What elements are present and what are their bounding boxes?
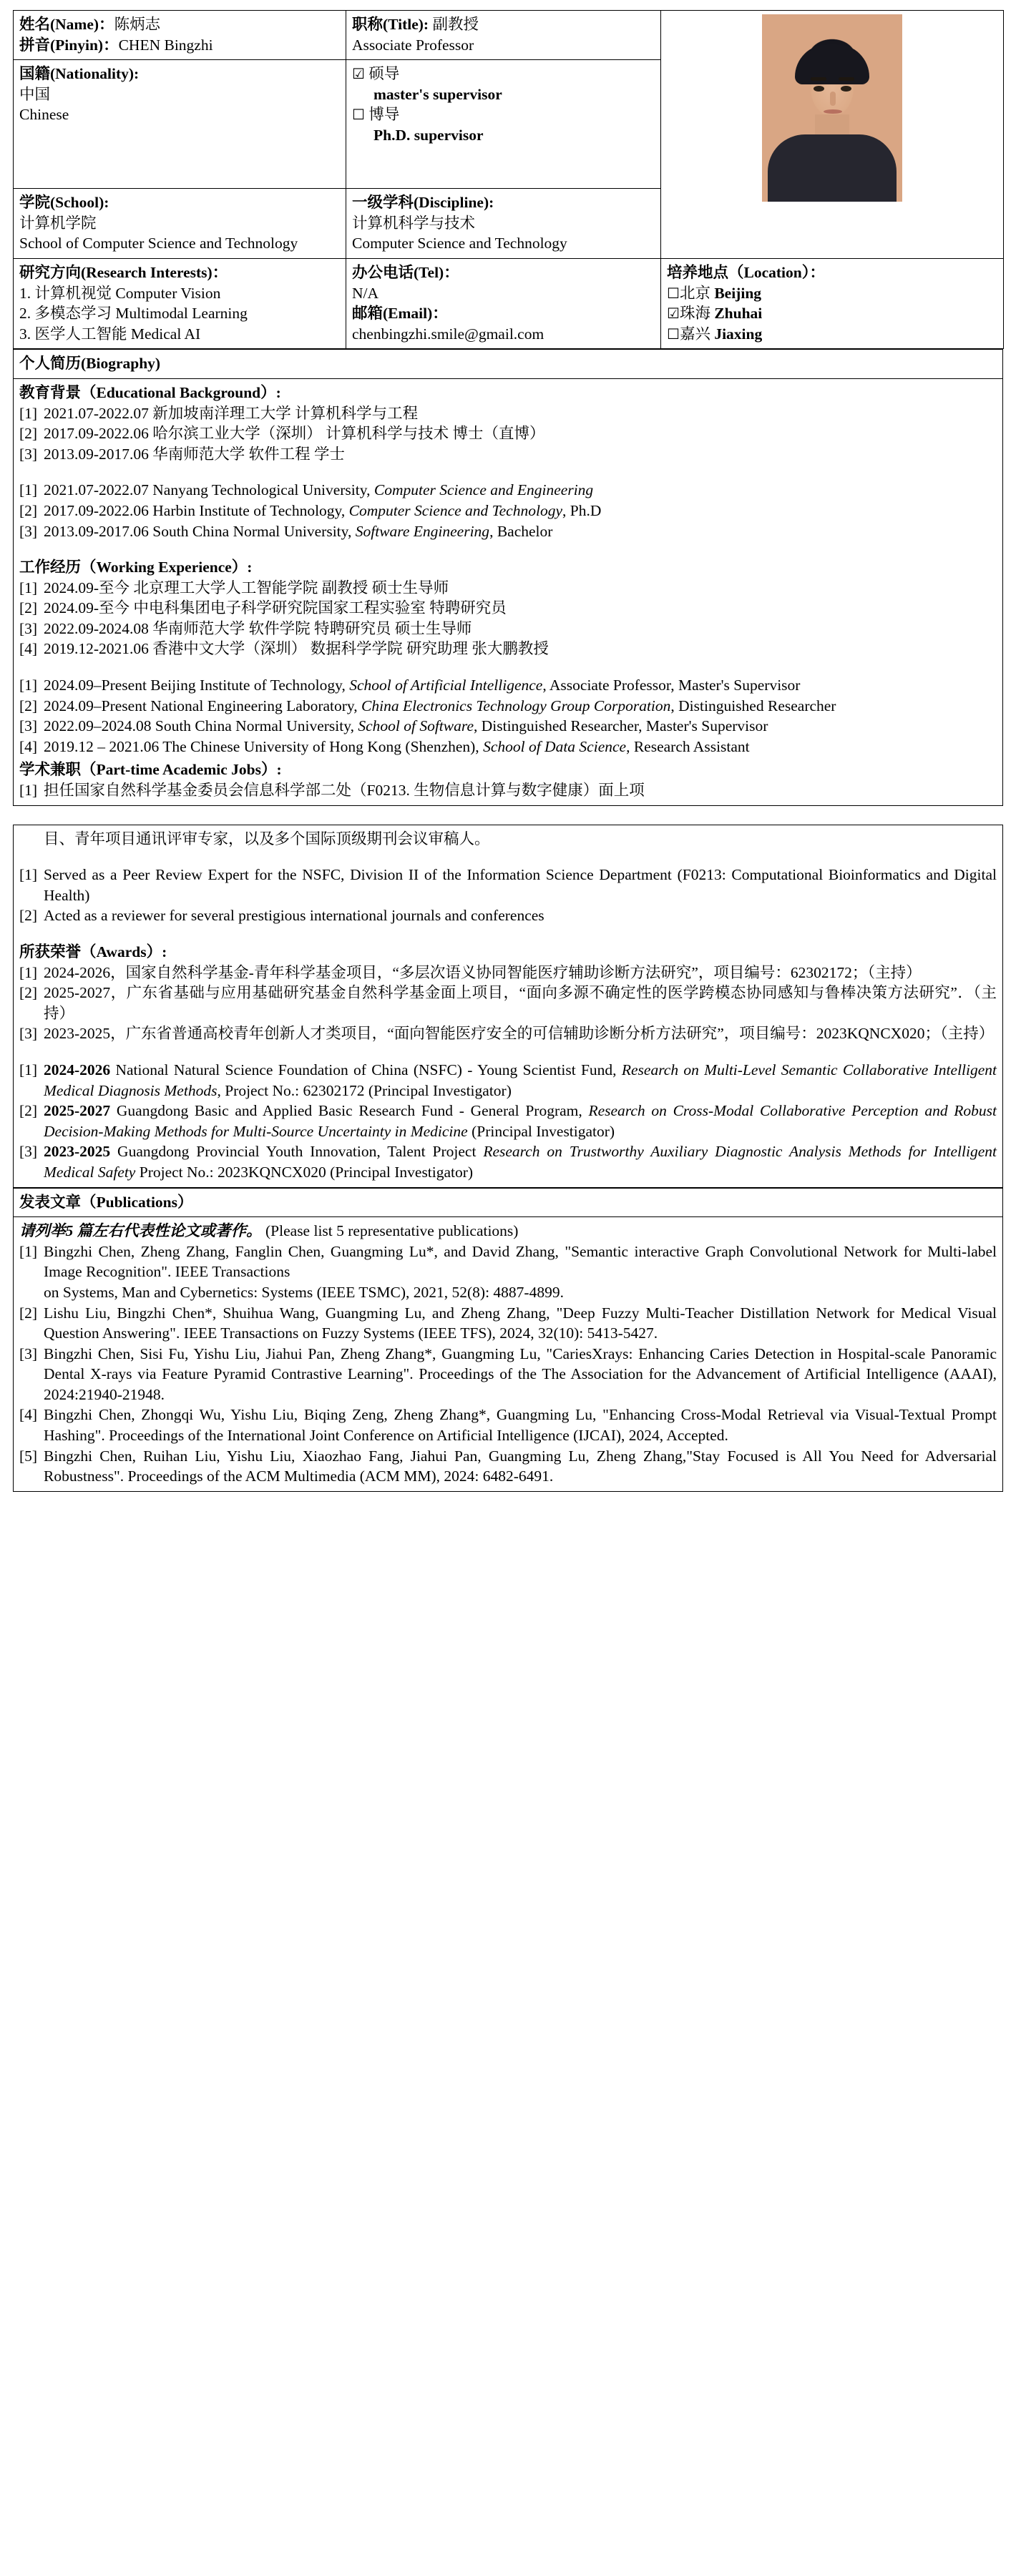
item-text-pre: National Natural Science Foundation of China (NSFC) - Young Scientist Fund,	[110, 1061, 622, 1078]
item-number: [1]	[19, 481, 38, 499]
work-item-cn	[19, 639, 997, 659]
item-text-post: (Principal Investigator)	[467, 1122, 615, 1140]
item-number: [3]	[19, 1025, 38, 1043]
school-value-cn: 计算机学院	[19, 214, 97, 232]
item-text-em: School of Software	[358, 717, 474, 735]
item-text-pre: 2022.09–2024.08 South China Normal University,	[44, 717, 358, 735]
publications-instruction	[19, 1221, 997, 1242]
item-number: [2]	[19, 907, 38, 925]
publications-section-title: 发表文章（Publications）	[14, 1188, 1003, 1217]
item-text-em: Computer Science and Engineering	[373, 481, 594, 499]
title-value-en: Associate Professor	[352, 36, 474, 54]
tel-value: N/A	[352, 284, 379, 302]
work-item-en	[19, 737, 997, 757]
education-item-cn	[19, 403, 997, 424]
discipline-value-cn: 计算机科学与技术	[352, 214, 476, 232]
item-number: [1]	[19, 404, 38, 422]
item-text: 2022.09-2024.08 华南师范大学 软件学院 特聘研究员 硕士生导师	[44, 619, 472, 637]
item-text-em: Software Engineering	[355, 522, 490, 540]
pinyin-value: CHEN Bingzhi	[118, 36, 213, 54]
item-years: 2025-2027	[44, 1102, 111, 1120]
table-row-name	[14, 11, 1004, 60]
spacer	[19, 464, 997, 480]
biography-section-title: 个人简历(Biography)	[14, 350, 1003, 379]
cell-title	[346, 11, 661, 60]
education-item-cn	[19, 444, 997, 465]
item-text: Bingzhi Chen, Zhongqi Wu, Yishu Liu, Biqing Zeng, Zheng Zhang*, Guangming Lu, "Enhancing Cross-Modal Retrieval via Visual-Textual Prompt Hashing". Proceedings of the International Joint Conference on Artificial Intelligence (IJCAI), 2024, Accepted.	[44, 1406, 997, 1445]
phd-supervisor-checkbox[interactable]: ☐	[352, 106, 365, 124]
awards-table	[13, 825, 1003, 1188]
spacer	[19, 659, 997, 675]
email-value[interactable]: chenbingzhi.smile@gmail.com	[352, 325, 544, 343]
item-text-pre: 2017.09-2022.06 Harbin Institute of Technology,	[44, 501, 349, 519]
item-number: [2]	[19, 984, 38, 1002]
publication-item	[19, 1303, 997, 1344]
item-number: [1]	[19, 963, 38, 981]
tel-label: 办公电话(Tel)：	[352, 263, 459, 281]
location-zhuhai-cn: 珠海	[679, 305, 710, 323]
research-interest-item: 3. 医学人工智能 Medical AI	[19, 325, 201, 343]
item-number: [2]	[19, 599, 38, 617]
photo-mouth	[824, 109, 842, 114]
item-years: 2023-2025	[44, 1143, 111, 1161]
awards-title: 所获荣誉（Awards）:	[19, 943, 167, 960]
item-number: [2]	[19, 697, 38, 714]
item-number: [3]	[19, 619, 38, 637]
item-text-em: Research on Trustworthy Auxiliary Diagnostic Analysis Methods for Intelligent Medical Safety	[44, 1143, 997, 1181]
portrait-photo	[762, 14, 902, 202]
location-jiaxing-en: Jiaxing	[714, 325, 763, 343]
item-number: [1]	[19, 1242, 38, 1260]
nationality-value-en: Chinese	[19, 106, 69, 124]
academic-job-item-en	[19, 905, 997, 926]
item-number: [3]	[19, 1344, 38, 1362]
item-text-em: Research on Cross-Modal Collaborative Perception and Robust Decision-Making Methods for Multi-Source Uncertainty in Medicine	[44, 1102, 997, 1140]
item-text: Served as a Peer Review Expert for the NSFC, Division II of the Information Science Department (F0213: Computational Bioinformatics and Digital Health)	[44, 866, 997, 904]
awards-body	[14, 825, 1003, 1187]
publications-section-header-row	[14, 1188, 1003, 1217]
publications-instruction-en: (Please list 5 representative publications)	[265, 1222, 519, 1240]
master-supervisor-checkbox[interactable]: ☑	[352, 65, 365, 83]
discipline-label: 一级学科(Discipline):	[352, 194, 494, 212]
award-item-en	[19, 1060, 997, 1101]
item-text: 担任国家自然科学基金委员会信息科学部二处（F0213. 生物信息计算与数字健康）面上项	[44, 782, 645, 800]
item-number: [3]	[19, 717, 38, 735]
biography-table	[13, 349, 1003, 805]
work-item-en	[19, 696, 997, 717]
academic-jobs-title: 学术兼职（Part-time Academic Jobs）:	[19, 761, 282, 779]
item-text-em: School of Artificial Intelligence	[349, 677, 543, 694]
cell-contact	[346, 258, 661, 348]
spacer	[19, 1044, 997, 1060]
item-text-pre: 2021.07-2022.07 Nanyang Technological University,	[44, 481, 374, 499]
cell-name	[14, 11, 346, 60]
award-item-en	[19, 1101, 997, 1141]
biography-body	[14, 378, 1003, 805]
location-zhuhai-en: Zhuhai	[714, 305, 763, 323]
school-value-en: School of Computer Science and Technology	[19, 235, 298, 252]
cell-school	[14, 189, 346, 259]
item-text: 2024-2026，国家自然科学基金-青年科学基金项目，“多层次语义协同智能医疗辅助诊断方法研究”，项目编号：62302172；（主持）	[44, 963, 922, 981]
item-number: [1]	[19, 866, 38, 884]
item-number: [2]	[19, 501, 38, 519]
research-interests-label: 研究方向(Research Interests)：	[19, 263, 228, 281]
item-text: 2021.07-2022.07 新加坡南洋理工大学 计算机科学与工程	[44, 404, 419, 422]
item-text-pre: Guangdong Provincial Youth Innovation, Talent Project	[110, 1143, 484, 1161]
publications-body-row	[14, 1217, 1003, 1492]
item-number: [3]	[19, 445, 38, 463]
master-supervisor-label-cn: 硕导	[368, 65, 400, 83]
item-text-post: , Distinguished Researcher	[670, 697, 836, 714]
spacer	[19, 849, 997, 865]
nationality-label: 国籍(Nationality):	[19, 65, 140, 83]
item-text-em: School of Data Science	[483, 737, 627, 755]
master-supervisor-label-en: master's supervisor	[373, 85, 502, 103]
item-text-post: , Distinguished Researcher, Master's Supervisor	[473, 717, 768, 735]
research-interest-item: 1. 计算机视觉 Computer Vision	[19, 284, 221, 302]
name-label: 姓名(Name)：	[19, 16, 114, 33]
publication-item-continuation: on Systems, Man and Cybernetics: Systems (IEEE TSMC), 2021, 52(8): 4887-4899.	[44, 1283, 564, 1301]
award-item-cn	[19, 983, 997, 1023]
item-text-em: China Electronics Technology Group Corporation	[361, 697, 671, 714]
pinyin-label: 拼音(Pinyin)：	[19, 36, 119, 54]
location-beijing-checkbox[interactable]: ☐	[667, 284, 680, 302]
photo-nose	[830, 92, 836, 106]
biography-section-header-row	[14, 350, 1003, 379]
name-value: 陈炳志	[114, 16, 161, 33]
item-text-pre: 2024.09–Present Beijing Institute of Technology,	[44, 677, 350, 694]
publications-instruction-cn: 请列举5 篇左右代表性论文或著作。	[19, 1222, 262, 1240]
item-number: [1]	[19, 1061, 38, 1078]
item-text: 2025-2027，广东省基础与应用基础研究基金自然科学基金面上项目，“面向多源不确定性的医学跨模态协同感知与鲁棒决策方法研究”．（主持）	[44, 984, 997, 1022]
award-item-cn	[19, 963, 997, 983]
item-text-pre: 2019.12 – 2021.06 The Chinese University of Hong Kong (Shenzhen),	[44, 737, 484, 755]
item-number: [3]	[19, 1143, 38, 1161]
page-break	[13, 806, 1003, 825]
working-experience-title: 工作经历（Working Experience）:	[19, 559, 253, 576]
academic-jobs-continuation: 目、青年项目通讯评审专家，以及多个国际顶级期刊会议审稿人。	[44, 830, 490, 847]
item-text-pre: 2013.09-2017.06 South China Normal University,	[44, 522, 356, 540]
education-item-cn	[19, 423, 997, 444]
education-item-en	[19, 521, 997, 542]
location-beijing-en: Beijing	[714, 284, 762, 302]
item-text: 2019.12-2021.06 香港中文大学（深圳） 数据科学学院 研究助理 张大鹏教授	[44, 640, 549, 658]
item-text-post: , Project No.: 62302172 (Principal Investigator)	[217, 1081, 512, 1099]
item-number: [4]	[19, 640, 38, 658]
item-number: [4]	[19, 737, 38, 755]
photo-eye-right	[841, 86, 851, 92]
item-text-em: Research on Multi-Level Semantic Collaborative Intelligent Medical Diagnosis Methods	[44, 1061, 997, 1099]
item-text: 2013.09-2017.06 华南师范大学 软件工程 学士	[44, 445, 346, 463]
item-years: 2024-2026	[44, 1061, 111, 1078]
award-item-cn	[19, 1023, 997, 1044]
item-text: Lishu Liu, Bingzhi Chen*, Shuihua Wang, Guangming Lu, and Zheng Zhang, "Deep Fuzzy Multi-Teacher Distillation Network for Medical Visual Question Answering". IEEE Transactions on Fuzzy Systems (IEEE TFS), 2024, 32(10): 5413-5427.	[44, 1304, 997, 1342]
publication-item	[19, 1344, 997, 1405]
title-label: 职称(Title):	[352, 16, 429, 33]
item-text-post: , Ph.D	[562, 501, 602, 519]
item-number: [5]	[19, 1447, 38, 1465]
nationality-value-cn: 中国	[19, 85, 51, 103]
spacer	[19, 926, 997, 942]
photo-brow-right	[839, 77, 854, 81]
phd-supervisor-label-cn: 博导	[368, 106, 400, 124]
location-label: 培养地点（Location）：	[667, 263, 825, 281]
work-item-en	[19, 716, 997, 737]
item-number: [2]	[19, 1304, 38, 1322]
item-number: [2]	[19, 425, 38, 443]
item-text: Bingzhi Chen, Zheng Zhang, Fanglin Chen, Guangming Lu*, and David Zhang, "Semantic interactive Graph Convolutional Network for Multi-label Image Recognition". IEEE Transactions	[44, 1242, 997, 1281]
discipline-value-en: Computer Science and Technology	[352, 235, 567, 252]
item-text-pre: 2024.09–Present National Engineering Laboratory,	[44, 697, 362, 714]
item-number: [3]	[19, 522, 38, 540]
item-text: 2017.09-2022.06 哈尔滨工业大学（深圳） 计算机科学与技术 博士（直博）	[44, 425, 545, 443]
education-item-en	[19, 480, 997, 501]
publication-item	[19, 1405, 997, 1445]
cell-photo	[661, 11, 1004, 259]
spacer	[19, 541, 997, 557]
photo-torso	[768, 134, 897, 202]
work-item-en	[19, 675, 997, 696]
photo-brow-left	[811, 77, 826, 81]
cell-location	[661, 258, 1004, 348]
title-value: 副教授	[432, 16, 479, 33]
item-text: Acted as a reviewer for several prestigious international journals and conferences	[44, 907, 544, 925]
item-number: [1]	[19, 579, 38, 596]
biography-body-row	[14, 378, 1003, 805]
item-text: 2024.09-至今 中电科集团电子科学研究院国家工程实验室 特聘研究员	[44, 599, 507, 617]
item-text: Bingzhi Chen, Ruihan Liu, Yishu Liu, Xiaozhao Fang, Jiahui Pan, Guangming Lu, Zheng Zhang,"Stay Focused is All You Need for Adversarial Robustness". Proceedings of the ACM Multimedia (ACM MM), 2024: 6482-6491.	[44, 1447, 997, 1485]
photo-eye-left	[814, 86, 824, 92]
item-number: [1]	[19, 677, 38, 694]
item-text-pre: Guangdong Basic and Applied Basic Research Fund - General Program,	[110, 1102, 589, 1120]
item-text-em: Computer Science and Technology	[348, 501, 562, 519]
education-background-title: 教育背景（Educational Background）:	[19, 383, 281, 401]
work-item-cn	[19, 619, 997, 639]
location-jiaxing-cn: 嘉兴	[679, 325, 710, 343]
cell-supervisor	[346, 60, 661, 189]
school-label: 学院(School):	[19, 194, 109, 212]
academic-job-item-cn	[19, 780, 997, 801]
item-number: [2]	[19, 1102, 38, 1120]
phd-supervisor-label-en: Ph.D. supervisor	[373, 126, 484, 144]
cell-research-interests	[14, 258, 346, 348]
cell-discipline	[346, 189, 661, 259]
item-text-post: Project No.: 2023KQNCX020 (Principal Investigator)	[135, 1163, 474, 1181]
email-label: 邮箱(Email)：	[352, 305, 448, 323]
cell-nationality	[14, 60, 346, 189]
work-item-cn	[19, 578, 997, 599]
academic-job-item-en	[19, 865, 997, 905]
location-zhuhai-checkbox[interactable]: ☑	[667, 305, 680, 323]
publications-body	[14, 1217, 1003, 1492]
publication-item	[19, 1446, 997, 1487]
item-text: 2024.09-至今 北京理工大学人工智能学院 副教授 硕士生导师	[44, 579, 449, 596]
item-text-post: , Bachelor	[489, 522, 553, 540]
personal-info-table	[13, 10, 1004, 349]
education-item-en	[19, 501, 997, 521]
publication-item	[19, 1242, 997, 1282]
photo-hair	[795, 44, 869, 84]
awards-body-row	[14, 825, 1003, 1187]
work-item-cn	[19, 598, 997, 619]
item-text: 2023-2025，广东省普通高校青年创新人才类项目，“面向智能医疗安全的可信辅助诊断分析方法研究”，项目编号：2023KQNCX020；（主持）	[44, 1025, 995, 1043]
item-text: Bingzhi Chen, Sisi Fu, Yishu Liu, Jiahui Pan, Zheng Zhang*, Guangming Lu, "CariesXrays: Enhancing Caries Detection in Hospital-scale Panoramic Dental X-rays via Feature Pyramid Contrastive Learning". Proceedings of the The Association for the Advancement of Artificial Intelligence (AAAI), 2024:21940-21948.	[44, 1344, 997, 1403]
award-item-en	[19, 1141, 997, 1182]
publications-table	[13, 1188, 1003, 1492]
item-number: [4]	[19, 1406, 38, 1424]
item-number: [1]	[19, 782, 38, 800]
item-text-post: , Research Assistant	[626, 737, 750, 755]
location-beijing-cn: 北京	[679, 284, 710, 302]
location-jiaxing-checkbox[interactable]: ☐	[667, 325, 680, 343]
research-interest-item: 2. 多模态学习 Multimodal Learning	[19, 305, 248, 323]
item-text-post: , Associate Professor, Master's Supervisor	[542, 677, 801, 694]
table-row-research	[14, 258, 1004, 348]
